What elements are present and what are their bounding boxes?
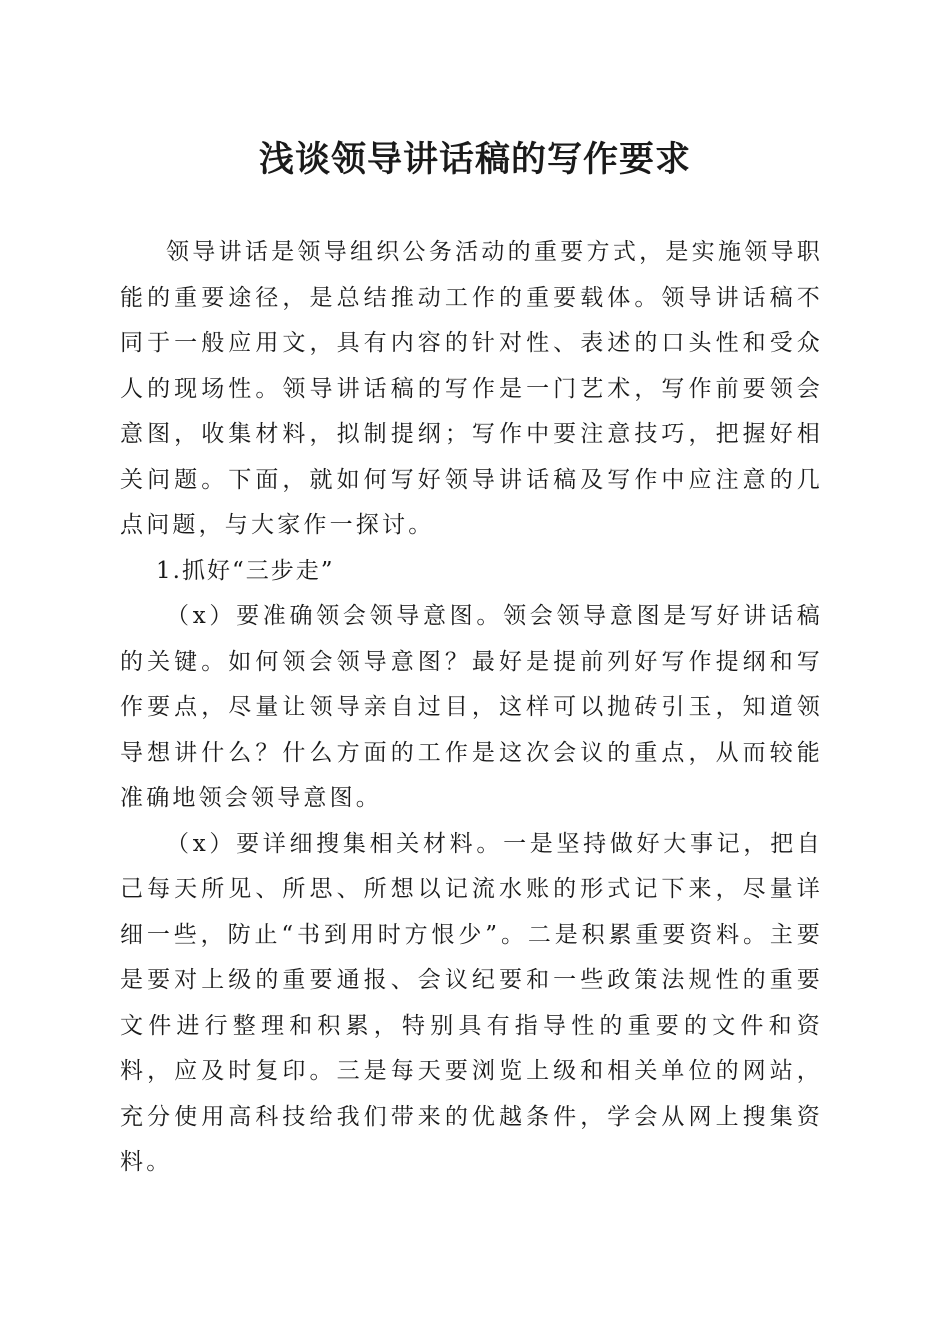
section-heading: 1.抓好“三步走” bbox=[156, 557, 335, 584]
intro-paragraph: 领导讲话是领导组织公务活动的重要方式，是实施领导职能的重要途径，是总结推动工作的重要载体。领导讲话稿不同于一般应用文，具有内容的针对性、表述的口头性和受众人的现场性。领导讲话稿的写作是一门艺术，写作前要领会意图，收集材料，拟制提纲；写作中要注意技巧，把握好相关问题。下面，就如何写好领导讲话稿及写作中应注意的几点问题，与大家作一探讨。 bbox=[120, 239, 823, 538]
document-title: 浅谈领导讲话稿的写作要求 bbox=[258, 139, 691, 180]
document-body bbox=[120, 230, 823, 1186]
point-paragraph-materials: （x）要详细搜集相关材料。一是坚持做好大事记，把自己每天所见、所思、所想以记流水账的形式记下来，尽量详细一些，防止“书到用时方恨少”。二是积累重要资料。主要是要对上级的重要通报、会议纪要和一些政策法规性的重要文件进行整理和积累，特别具有指导性的重要的文件和资料，应及时复印。三是每天要浏览上级和相关单位的网站，充分使用高科技给我们带来的优越条件，学会从网上搜集资料。 bbox=[120, 830, 823, 1175]
point-paragraph-intent: （x）要准确领会领导意图。领会领导意图是写好讲话稿的关键。如何领会领导意图？最好是提前列好写作提纲和写作要点，尽量让领导亲自过目，这样可以抛砖引玉，知道领导想讲什么？什么方面的工作是这次会议的重点，从而较能准确地领会领导意图。 bbox=[120, 603, 823, 811]
